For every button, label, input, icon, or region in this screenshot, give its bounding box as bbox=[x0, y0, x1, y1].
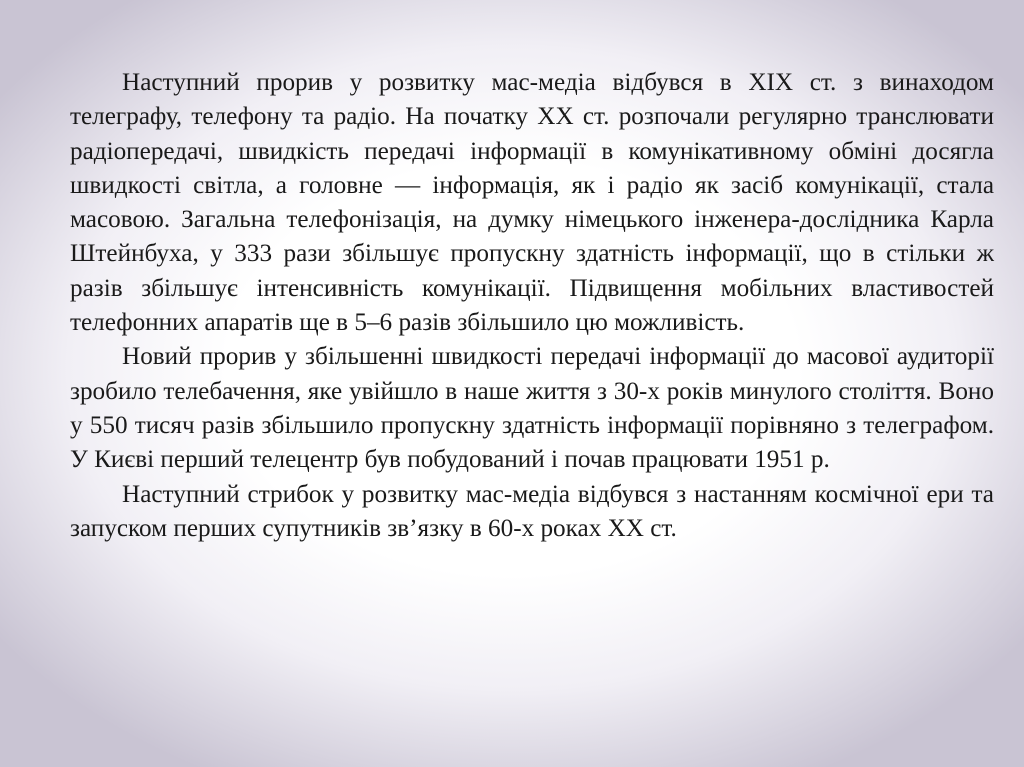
slide-text bbox=[70, 66, 994, 546]
paragraph-3: Наступний стрибок у розвитку мас-медіа відбувся з настанням космічної ери та запуском перших супутників зв’язку в 60-х роках ХХ ст. bbox=[70, 480, 994, 542]
paragraph-1: Наступний прорив у розвитку мас-медіа відбувся в ХІХ ст. з винаходом телеграфу, телефону та радіо. На початку ХХ ст. розпочали регулярно транслювати радіопередачі, швидкість передачі інформації в комунікативному обміні досягла швидкості світла, а головне — інформація, як і радіо як засіб комунікації, стала масовою. Загальна телефонізація, на думку німецького інженера-дослідника Карла Штейнбуха, у 333 рази збільшує пропускну здатність інформації, що в стільки ж разів збільшує інтенсивність комунікації. Підвищення мобільних властивостей телефонних апаратів ще в 5–6 разів збільшило цю можливість. bbox=[70, 69, 994, 337]
paragraph-2: Новий прорив у збільшенні швидкості передачі інформації до масової аудиторії зробило телебачення, яке увійшло в наше життя з 30-х років минулого століття. Воно у 550 тисяч разів збільшило пропускну здатність інформації порівняно з телеграфом. У Києві перший телецентр був побудований і почав працювати 1951 р. bbox=[70, 343, 994, 474]
